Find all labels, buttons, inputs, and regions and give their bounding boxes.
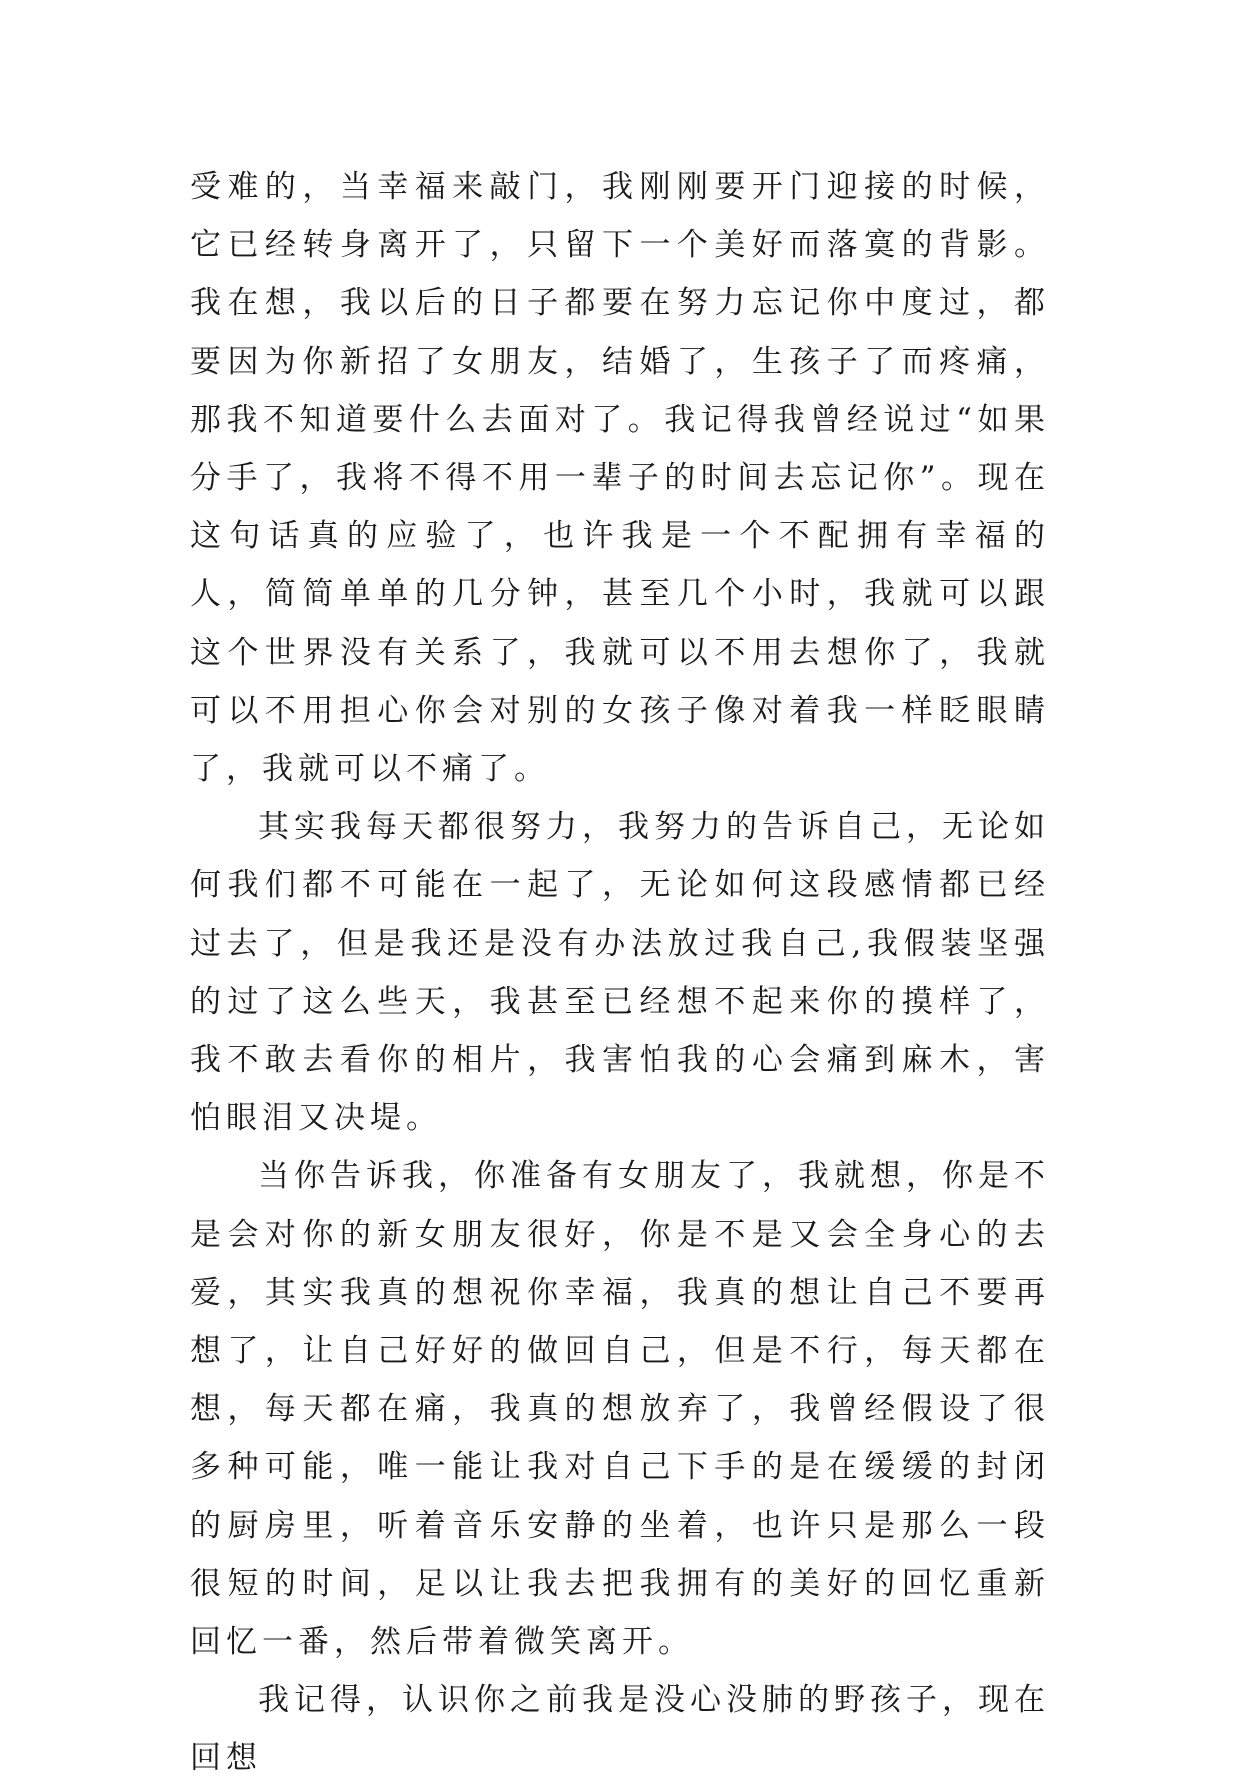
paragraph-1: 受难的，当幸福来敲门，我刚刚要开门迎接的时候，它已经转身离开了，只留下一个美好而落寞的背影。我在想，我以后的日子都要在努力忘记你中度过，都要因为你新招了女朋友，结婚了，生孩子了而疼痛，那我不知道要什么去面对了。我记得我曾经说过“如果分手了，我将不得不用一辈子的时间去忘记你”。现在这句话真的应验了，也许我是一个不配拥有幸福的人，简简单单的几分钟，甚至几个小时，我就可以跟这个世界没有关系了，我就可以不用去想你了，我就可以不用担心你会对别的女孩子像对着我一样眨眼睛了，我就可以不痛了。 bbox=[190, 169, 1050, 788]
document-body bbox=[190, 158, 1050, 1788]
paragraph-3: 当你告诉我，你准备有女朋友了，我就想，你是不是会对你的新女朋友很好，你是不是又会全身心的去爱，其实我真的想祝你幸福，我真的想让自己不要再想了，让自己好好的做回自己，但是不行，每天都在想，每天都在痛，我真的想放弃了，我曾经假设了很多种可能，唯一能让我对自己下手的是在缓缓的封闭的厨房里，听着音乐安静的坐着，也许只是那么一段很短的时间，足以让我去把我拥有的美好的回忆重新回忆一番，然后带着微笑离开。 bbox=[190, 1158, 1050, 1661]
paragraph-4: 我记得，认识你之前我是没心没肺的野孩子，现在回想 bbox=[190, 1682, 1050, 1777]
paragraph-2: 其实我每天都很努力，我努力的告诉自己，无论如何我们都不可能在一起了，无论如何这段感情都已经过去了，但是我还是没有办法放过我自己,我假装坚强的过了这么些天，我甚至已经想不起来你的摸样了，我不敢去看你的相片，我害怕我的心会痛到麻木，害怕眼泪又决堤。 bbox=[190, 809, 1050, 1137]
